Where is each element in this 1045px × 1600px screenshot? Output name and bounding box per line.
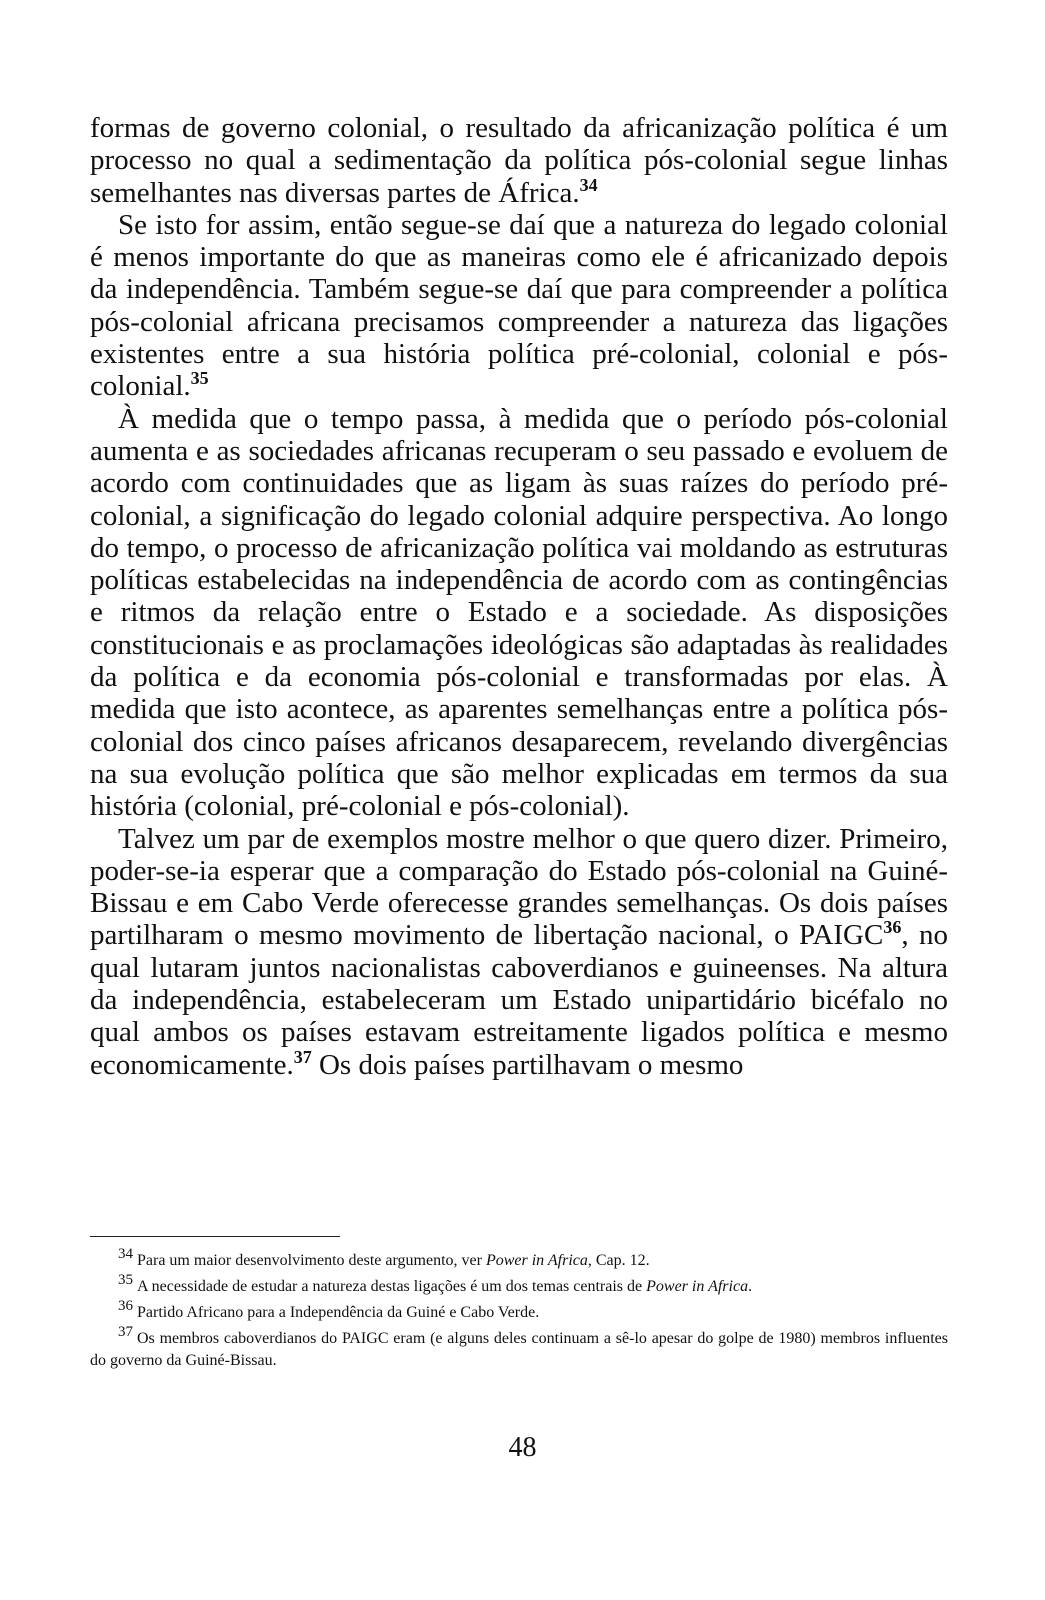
paragraph-2-text: Se isto for assim, então segue-se daí que a natureza do legado colonial é menos importante do que as maneiras como ele é africanizado depois da independência. Também segue-se daí que para compreender a política pós-colonial africana precisamos compreender a natureza das ligações existentes entre a sua história política pré-colonial, colonial e pós-colonial. [90, 208, 948, 403]
footnote-ref-36: 36 [883, 917, 902, 938]
footnote-number: 36 [118, 1298, 133, 1314]
footnote-34 [90, 1246, 948, 1272]
footnote-number: 35 [118, 1272, 133, 1288]
footnote-number: 37 [118, 1324, 133, 1340]
paragraph-4-text-b: , no qual lutaram juntos nacionalistas caboverdianos e guineenses. Na altura da independência, estabeleceram um Estado unipartidário bicéfalo no qual ambos os países estavam estreitamente ligados política e mesmo economicamente. [90, 919, 949, 1081]
footnote-36 [90, 1298, 948, 1324]
footnote-text: Os membros caboverdianos do PAIGC eram (e alguns deles continuam a sê-lo apesar do golpe de 1980) membros influentes do governo da Guiné-Bissau. [90, 1330, 948, 1369]
main-text [90, 112, 948, 1081]
footnote-ref-34: 34 [579, 174, 598, 195]
footnote-ref-35: 35 [190, 368, 209, 389]
page-number: 48 [508, 1432, 537, 1463]
paragraph-4-text-a: Talvez um par de exemplos mostre melhor o que quero dizer. Primeiro, poder-se-ia esperar que a comparação do Estado pós-colonial na Guiné-Bissau e em Cabo Verde oferecesse grandes semelhanças. Os dois países partilharam o mesmo movimento de libertação nacional, o PAIGC [90, 822, 948, 952]
footnote-text: Para um maior desenvolvimento deste argumento, ver [137, 1252, 486, 1269]
footnote-text: Partido Africano para a Independência da Guiné e Cabo Verde. [137, 1304, 540, 1321]
footnotes [90, 1246, 948, 1376]
footnote-35 [90, 1272, 948, 1298]
footnote-italic: Power in Africa [485, 1252, 588, 1269]
paragraph-4 [90, 823, 948, 1081]
paragraph-1-text: formas de governo colonial, o resultado da africanização política é um processo no qual a sedimentação da política pós-colonial segue linhas semelhantes nas diversas partes de África. [90, 112, 948, 209]
footnote-text: . [748, 1278, 753, 1295]
footnote-text: , Cap. 12. [587, 1252, 650, 1269]
footnote-divider [90, 1236, 340, 1237]
paragraph-1 [90, 112, 948, 209]
paragraph-4-text-c: Os dois países partilhavam o mesmo [311, 1048, 744, 1081]
footnote-37 [90, 1324, 948, 1372]
footnote-text: A necessidade de estudar a natureza destas ligações é um dos temas centrais de [137, 1278, 647, 1295]
paragraph-2 [90, 209, 948, 403]
footnote-number: 34 [118, 1246, 133, 1262]
paragraph-3 [90, 403, 948, 823]
footnote-ref-37: 37 [293, 1046, 312, 1067]
footnote-italic: Power in Africa [646, 1278, 749, 1295]
paragraph-3-text: À medida que o tempo passa, à medida que o período pós-colonial aumenta e as sociedades africanas recuperam o seu passado e evoluem de acordo com continuidades que as ligam às suas raízes do período pré-colonial, a significação do legado colonial adquire perspectiva. Ao longo do tempo, o processo de africanização política vai moldando as estruturas políticas estabelecidas na independência de acordo com as contingências e ritmos da relação entre o Estado e a sociedade. As disposições constitucionais e as proclamações ideológicas são adaptadas às realidades da política e da economia pós-colonial e transformadas por elas. À medida que isto acontece, as aparentes semelhanças entre a política pós-colonial dos cinco países africanos desaparecem, revelando divergências na sua evolução política que são melhor explicadas em termos da sua história (colonial, pré-colonial e pós-colonial). [90, 402, 948, 823]
